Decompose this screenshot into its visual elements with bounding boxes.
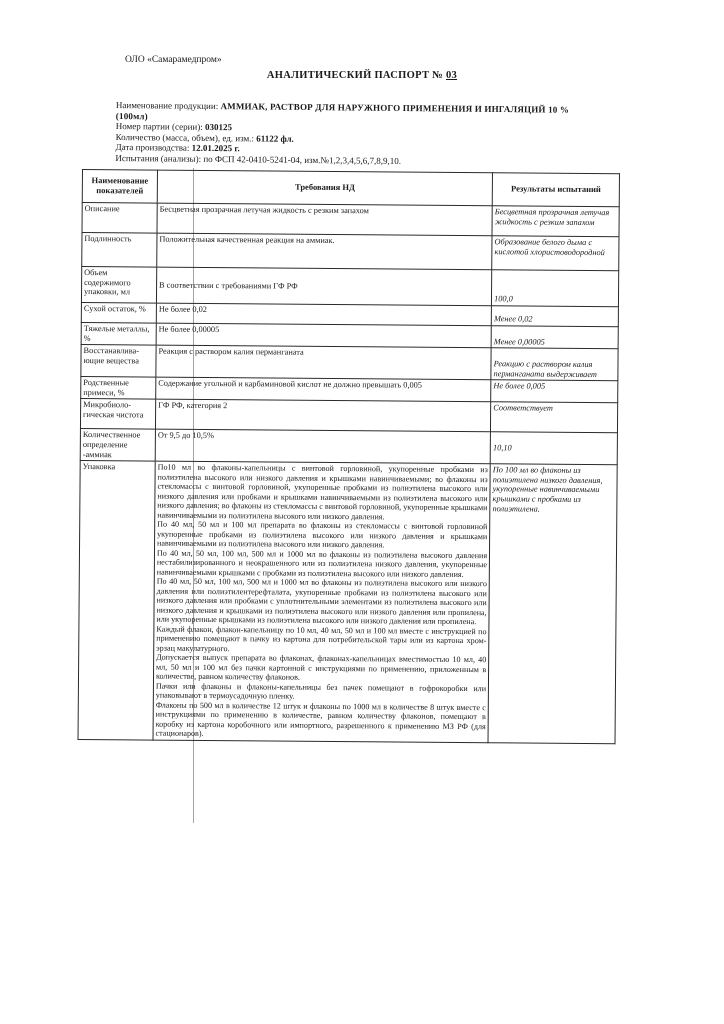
document-title: [0, 70, 724, 81]
packaging-result: По 100 мл во флаконы из полиэтилена низкого давления, укупоренные навинчиваемыми крышками с пробками из полиэтилена.: [488, 464, 617, 743]
requirement: ГФ РФ, категория 2: [155, 399, 490, 432]
result: Соответствует: [491, 402, 618, 433]
date-value: 12.01.2025 г.: [191, 142, 240, 154]
packaging-paragraph: Допускается выпуск препарата во флаконах, флаконах-капельницах вместимостью 10 мл, 40 мл, 50 мл и 100 мл без пачки картонной с инструкциями по применению, приложенным в количестве, равном количеству флаконов.: [155, 652, 487, 682]
indicator-name: Тяжелые металлы, %: [81, 322, 156, 345]
product-name: АММИАК, РАСТВОР ДЛЯ НАРУЖНОГО ПРИМЕНЕНИЯ И ИНГАЛЯЦИЙ 10 %: [220, 101, 570, 115]
result: 100,0: [492, 270, 619, 307]
table-row: [82, 233, 619, 271]
result: Менее 0,02: [491, 306, 618, 327]
result: Менее 0,00005: [491, 326, 618, 349]
table-row: [81, 345, 618, 381]
indicator-name: Сухой остаток, %: [81, 302, 156, 323]
indicator-name: Восстанавлива-ющие вещества: [81, 345, 156, 378]
passport-number: 03: [445, 70, 458, 81]
packaging-row: [78, 461, 617, 744]
product-meta: [115, 100, 616, 168]
requirement: Не более 0,02: [156, 303, 491, 326]
indicator-name: Подлинность: [82, 233, 157, 268]
requirement: В соответствии с требованиями ГФ РФ: [156, 267, 491, 306]
table-row: [82, 203, 619, 237]
packaging-requirements: [153, 461, 490, 742]
indicator-name: Количественное определение -аммиак: [80, 429, 155, 461]
indicator-name: Описание: [82, 203, 157, 234]
product-volume: (100мл): [115, 110, 148, 121]
header-requirements: Требования НД: [157, 170, 492, 206]
packaging-paragraph: Каждый флакон, флакон-капельницу по 10 мл, 40 мл, 50 мл и 100 мл вместе с инструкцией по применению помещают в пачку из картона для потребительской тары или из картона хром-эрзац макулатурного.: [156, 624, 487, 653]
indicator-name: Родственные примеси, %: [81, 377, 156, 400]
indicator-name: Объем содержимого упаковки, мл: [81, 267, 156, 304]
title-text: АНАЛИТИЧЕСКИЙ ПАСПОРТ №: [266, 70, 444, 81]
quantity-value: 61122 фл.: [256, 132, 294, 144]
table-row: [81, 267, 618, 307]
requirement: Реакция с раствором калия перманганата: [156, 345, 491, 380]
header-indicator: Наименование показателей: [82, 170, 157, 204]
batch-value: 030125: [204, 121, 233, 133]
packaging-paragraph: По 40 мл, 50 мл, 100 мл, 500 мл и 1000 мл во флаконы из полиэтилена высокого или низкого давления или полиэтилентерефталата, укупоренные пробками из полиэтилена высокого или низкого давления или пробками с уплотнительными элементами из полиэтилена высокого или низкого давления и крышками из полиэтилена высокого или низкого давления или пропилена, или укупоренные крышками из полиэтилена высокого или низкого давления или пропилена.: [156, 576, 487, 627]
table-header-row: [82, 170, 619, 207]
packaging-paragraph: Пачки или флаконы и флаконы-капельницы без пачек помещают в гофрокоробки или упаковывают в термоусадочную пленку.: [155, 681, 487, 701]
table-row: [80, 429, 617, 465]
product-label: Наименование продукции:: [115, 100, 219, 112]
packaging-paragraph: По 40 мл, 50 мл и 100 мл препарата во флаконы из стекломассы с винтовой горловиной укупоренные пробками из полиэтилена высокого или низкого давления и крышками навинчиваемыми из полиэтилена высокого или низкого давления.: [156, 519, 488, 550]
packaging-paragraph: По10 мл во флаконы-капельницы с винтовой горловиной, укупоренные пробками из полиэтилена высокого или низкого давления и крышками навинчиваемыми; во флаконы из стекломассы с винтовой горловиной, укупоренные пробками из полиэтилена высокого или низкого давления или пробками и крышками навинчиваемыми из полиэтилена высокого или низкого давления; во флаконы из стекломассы с винтовой горловиной, укупоренные крышками навинчиваемыми из полиэтилена высокого или низкого давления.: [157, 462, 488, 522]
organization-name: ОЛО «Самарамедпром»: [125, 55, 222, 65]
packaging-paragraph: По 40 мл, 50 мл, 100 мл, 500 мл и 1000 мл во флаконы из полиэтилена высокого давления нестабилизированного и неокрашенного или из полиэтилена низкого давления, укупоренные навинчиваемыми крышками с пробками из полиэтилена высокого или низкого давления.: [156, 548, 488, 579]
result: Бесцветная прозрачная летучая жидкость с резким запахом: [492, 206, 619, 237]
packaging-paragraph: Флаконы по 500 мл в количестве 12 штук и флаконы по 1000 мл в количестве 8 штук вместе с инструкциями по применению в количестве, равном количеству флаконов, помещают в коробку из картона коробочного или импортного, разрешенного к применению МЗ РФ (для стационаров).: [155, 700, 486, 739]
specification-table: [78, 169, 620, 744]
table-row: [80, 399, 617, 433]
result: Не более 0,005: [491, 380, 618, 403]
indicator-name: Упаковка: [78, 461, 155, 740]
header-results: Результаты испытаний: [492, 173, 619, 207]
quantity-label: Количество (масса, объем), ед. изм.:: [115, 131, 255, 143]
batch-label: Номер партии (серии):: [115, 120, 203, 132]
requirement: Положительная качественная реакция на аммиак.: [157, 233, 492, 270]
requirement: Не более 0,00005: [156, 323, 491, 348]
requirement: Содержание угольной и карбаминовой кислот не должно превышать 0,005: [156, 377, 491, 402]
requirement: От 9,5 до 10,5%: [155, 429, 490, 463]
tests-row: Испытания (анализы): по ФСП 42-0410-5241-04, изм.№1,2,3,4,5,6,7,8,9,10.: [115, 152, 402, 166]
date-label: Дата производства:: [115, 141, 190, 153]
requirement: Бесцветная прозрачная летучая жидкость с резким запахом: [157, 203, 492, 236]
result: 10,10: [490, 432, 617, 465]
result: Реакцию с раствором калия перманганата выдерживает: [491, 348, 618, 381]
result: Образование белого дыма с кислотой хлористоводородной: [492, 236, 619, 271]
indicator-name: Микробиоло-гическая чистота: [80, 399, 155, 430]
